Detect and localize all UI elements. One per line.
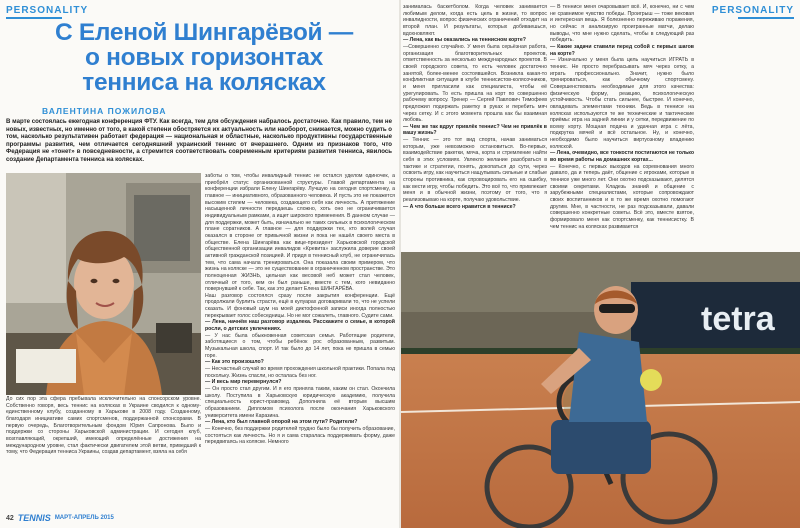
magazine-logo: TENNIS bbox=[17, 513, 51, 523]
body-paragraph: — В теннисе меня очаровывает всё. И, конечно, ни с чем не сравнимое чувство победы. Проигрыш — тоже вековая и интересная вещь. Я болезненно переживаю поражения, но сейчас я анализирую проигранные матчи, делаю выводы, что мне нужно сделать, чтобы в следующий раз победить. bbox=[550, 4, 694, 44]
body-column-right-1 bbox=[403, 4, 547, 248]
body-paragraph: —Совершенно случайно. У меня была серьёзная работа, организация благотворительных проектов, ответственность за несколько международных проектов. В своей городского совета, то есть человек достаточно занятой, более-менее состоявшейся. Возникла какая-то конфликтная ситуация в клубе теннисистов-колясочников, и меня пригласили как специалиста, чтобы её урегулировать. То есть пришла на корт по совершенно рабочему вопросу. Тренер — Сергей Павлович Тимофеев предложил подержать ракетку в руках и перебить мяч через сетку. И с этого момента прошла как бы взаимная любовь. bbox=[403, 43, 547, 124]
body-paragraph: — У нас была обыкновенная советская семья. Работящие родители, заботящиеся о том, чтобы ребёнок рос образованным, развитым. Музыкальная школа, спорт. И так было до 14 лет, пока не пришла в семью горе. bbox=[205, 332, 395, 359]
section-tab-right: PERSONALITY bbox=[711, 5, 794, 16]
body-paragraph: — Теннис — это тот вид спорта, начав заниматься которым, уже невозможно остановиться. Во-первых, взаимодействие ракетки, мяча, корта и стремление найти себя в этих условиях. Увлекло желание разобраться в тактике и стратегии, понять, докопаться до сути, через освоить игру, как научиться нащупывать сильные и слабые стороны противника, как спровоцировать его на ошибку, как вести игру, чтобы победить. Это всё то, что привлекает меня и в обычной жизни, поэтому от того, что я реализовываю на корте, получаю удовольствие. bbox=[403, 137, 547, 204]
portrait-illustration bbox=[6, 173, 201, 395]
interview-question: — А что больше всего нравится в теннисе? bbox=[403, 203, 516, 210]
body-paragraph: — Изначально у меня была цель научиться ИГРАТЬ в теннис. Не просто перебрасывать мяч через сетку, а играть профессионально. Значит, нужно было тренироваться, как обычному спортсмену. Совершенствовать необходимые для этого качества: физическую форму, реакцию, психологическую устойчивость. Чтобы стать сильнее, быстрее. И конечно, овладевать элементами техники. Ведь в теннисе на колясках используются те же технические и тактические приёмы: игра на задней линии и у сетки, передвижение по всему корту. Мощная подача и удачная игра с лёта, подкрутка мячей и всё остальное. Ну, и конечно, необходимо было научиться виртуозному владению коляской. bbox=[550, 57, 694, 150]
portrait-photo bbox=[6, 173, 201, 395]
tennis-illustration bbox=[401, 252, 800, 528]
body-paragraph: До сих пор эта сфера пребывала исключительно на спонсорском уровне. Собственно говоря, весь теннис на колясках в Украине сводился к одному-единственному клубу, созданному в Харькове в 2008 году. Созданному, благодаря инициативе самих спортсменов, поддержанной спонсорами. В первую очередь, Благотворительным фондом Юрия Сапронова. Было и поддержки со стороны Харьковской администрации. И сегодня клуб, возглавляющий, окрепший, имеющий определённые достижения на международном уровне, стал фактически двигателем этой ветви, приведший к тому, что Федерация тенниса Украины, создав департамент, взяла на себя bbox=[6, 396, 201, 456]
headline-line-3: тенниса на колясках bbox=[82, 69, 326, 96]
interview-question: — Какие задачи ставили перед собой с первых шагов на корте? bbox=[550, 43, 694, 57]
interview-question: — Как это произошло? bbox=[205, 359, 264, 366]
body-paragraph: — Он просто стал другим. И я его приняла таким, каким он стал. Окончила школу. Поступила в Харьковскую юридическую академию, получила специальность юрист-правовед. Дополнила её вторым высшим образованием. Дипломом психолога после окончания Харьковского университета имени Каразина. bbox=[205, 386, 395, 419]
body-column-right-2 bbox=[550, 4, 694, 248]
article-headline bbox=[14, 20, 394, 95]
body-paragraph: — Несчастный случай во время прохождения школьной практики. Попала под поскольку. Жизнь спасли, но осталась без ног. bbox=[205, 366, 395, 379]
headline-line-2: о новых горизонтах bbox=[84, 44, 323, 71]
headline-line-1: С Еленой Шингарёвой — bbox=[54, 19, 353, 46]
section-tab-left: PERSONALITY bbox=[6, 5, 89, 16]
article-lead: В марте состоялась ежегодная конференция ФТУ. Как всегда, тем для обсуждения набралось достаточно. Как правило, тем не новых, известных, но именно от того, в какой степени обостряется их актуальность или наоборот, снижается, можно судить о том, насколько результативен работает федерация — национальная и областные, насколько продуктивны государственные программы развития, чем отличается сегодняшний украинский теннис от вчерашнего. Одним из признаков того, что Федерация не «тонет» в повседневности, а стремится соответствовать современным критериям развития тенниса, явилось создание Департамента тенниса на колясках. bbox=[6, 118, 392, 163]
body-paragraph: — Конечно, без поддержки родителей трудно было бы получить образование, состояться как личность. Но я и сама старалась поддерживать форму, даже передвигаясь на коляске. Немного bbox=[205, 425, 395, 446]
interview-question: — Лена, очевидно, все тонкости постигаются не только во время работы на домашних кортах... bbox=[550, 150, 694, 164]
body-paragraph: заботы о том, чтобы инвалидный теннис не остался уделом одиночек, а приобрёл статус организованной структуры. Главой департамента на конференции избрали Елену Шингарёву. Лучшую на сегодня спортсменку, а главное — инициативного, образованного человека. И пусть это не покажется высоким стилем — человека, создающего себя как личность. А притяжение насыщенной личности передаешь сложно, хоть оно не ограничивается индивидуальным рамками, а ищет широкого применения. В данном случае — для поддержки, может быть, изначально не таких сильных в психологическом плане соратников. А главное — для поддержки тех, кто волей случая оказался в стороне от привычной жизни и пока не нашёл своего места в обществе. Елена Шингарёва как вице-президент Харьковской городской общественной организации инвалидов «Кревита» заслужила доверие своей активной гражданской позицией. И придя в теннисный клуб, не ограничилась тем, что сама начала тренироваться. Она показала своим примером, что жизнь на коляске — это не существование в ограниченном пространстве. Это полноценная ЖИЗНЬ, цельная как весовой неб может стал человек, отличный от того, кем он был раньше, вместе с тем, кого невиданно повернувшей к себе. Так, как это делает Елена ШИНГАРЁВА. bbox=[205, 173, 395, 293]
page-number: 42 bbox=[6, 514, 14, 522]
interview-question: — И весь мир перевернулся? bbox=[205, 379, 282, 386]
interview-question: — Лена, кто был главной опорой на этом пути? Родители? bbox=[205, 419, 358, 426]
interview-question: — Чем же так вдруг привлёк теннис? Чем не привлёк в вашу жизнь? bbox=[403, 123, 547, 137]
page-footer bbox=[6, 513, 114, 523]
interview-question: — Лена, как вы оказались на теннисном корте? bbox=[403, 37, 526, 44]
svg-text:tetra: tetra bbox=[701, 300, 775, 338]
interview-question: — Лена, начнём наш разговор издалека. Расскажите о семье, в которой росли, о детских увлечениях. bbox=[205, 319, 395, 333]
tennis-action-photo bbox=[401, 252, 800, 528]
body-column-left-1 bbox=[6, 396, 201, 512]
magazine-issue: МАРТ-АПРЕЛЬ 2015 bbox=[54, 515, 114, 521]
section-rule-left bbox=[6, 17, 62, 19]
body-column-left-2 bbox=[205, 173, 395, 512]
body-paragraph: занималась баскетболом. Когда человек занимается любимым делом, когда есть цель в жизни, то вопрос инвалидности, вопрос физических ограничений отходит на второй план. И результаты, которых добиваешься, вдохновляют. bbox=[403, 4, 547, 37]
article-byline: ВАЛЕНТИНА ПОЖИЛОВА bbox=[42, 106, 167, 116]
body-paragraph: Наш разговор состоялся сразу после закрытия конференции. Ещё продолжали бурлить страсти, ещё в кулуарах договаривали то, что не успели сказать. И фоновый шум на моей диктофонной записи иногда полностью перекрывает голос собеседницы. Но не мог сожалеть, главного. Судите сами. bbox=[205, 292, 395, 319]
body-paragraph: — Конечно, с первых выходов на соревнования много давало, да и теперь даёт, общение с игроками, которые в теннисе уже много лет. Они охотно подсказывают, делятся своими секретами. Кладезь знаний и общение с зарубежными специалистами, которые сопровождают своих воспитанников и в то же время охотно помогают другим. Мне, в частности, не раз подсказывали, давали совершенно конкретные советы. Всё это, вместе взятое, формировало меня как спортсменку, как теннисистку. В чем теннис на колясках развивается bbox=[550, 163, 694, 230]
section-rule-right bbox=[738, 17, 794, 19]
